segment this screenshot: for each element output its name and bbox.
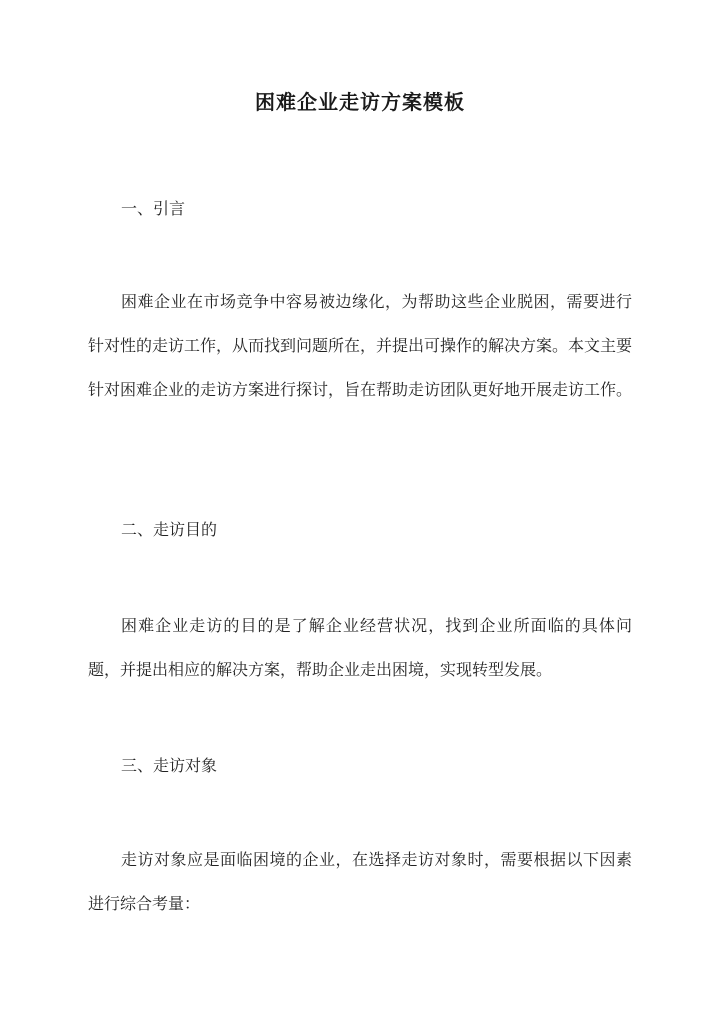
section-paragraph-introduction: 困难企业在市场竞争中容易被边缘化，为帮助这些企业脱困，需要进行针对性的走访工作，从而找到问题所在，并提出可操作的解决方案。本文主要针对困难企业的走访方案进行探讨，旨在帮助走访团队更好地开展走访工作。 — [88, 292, 633, 399]
section-heading-targets: 三、走访对象 — [121, 756, 218, 775]
section-paragraph-purpose: 困难企业走访的目的是了解企业经营状况，找到企业所面临的具体问题，并提出相应的解决方案，帮助企业走出困境，实现转型发展。 — [88, 616, 632, 679]
document-title: 困难企业走访方案模板 — [255, 90, 465, 114]
section-heading-introduction: 一、引言 — [121, 199, 186, 218]
section-heading-purpose: 二、走访目的 — [121, 520, 218, 539]
section-paragraph-targets: 走访对象应是面临困境的企业，在选择走访对象时，需要根据以下因素进行综合考量： — [88, 850, 632, 913]
